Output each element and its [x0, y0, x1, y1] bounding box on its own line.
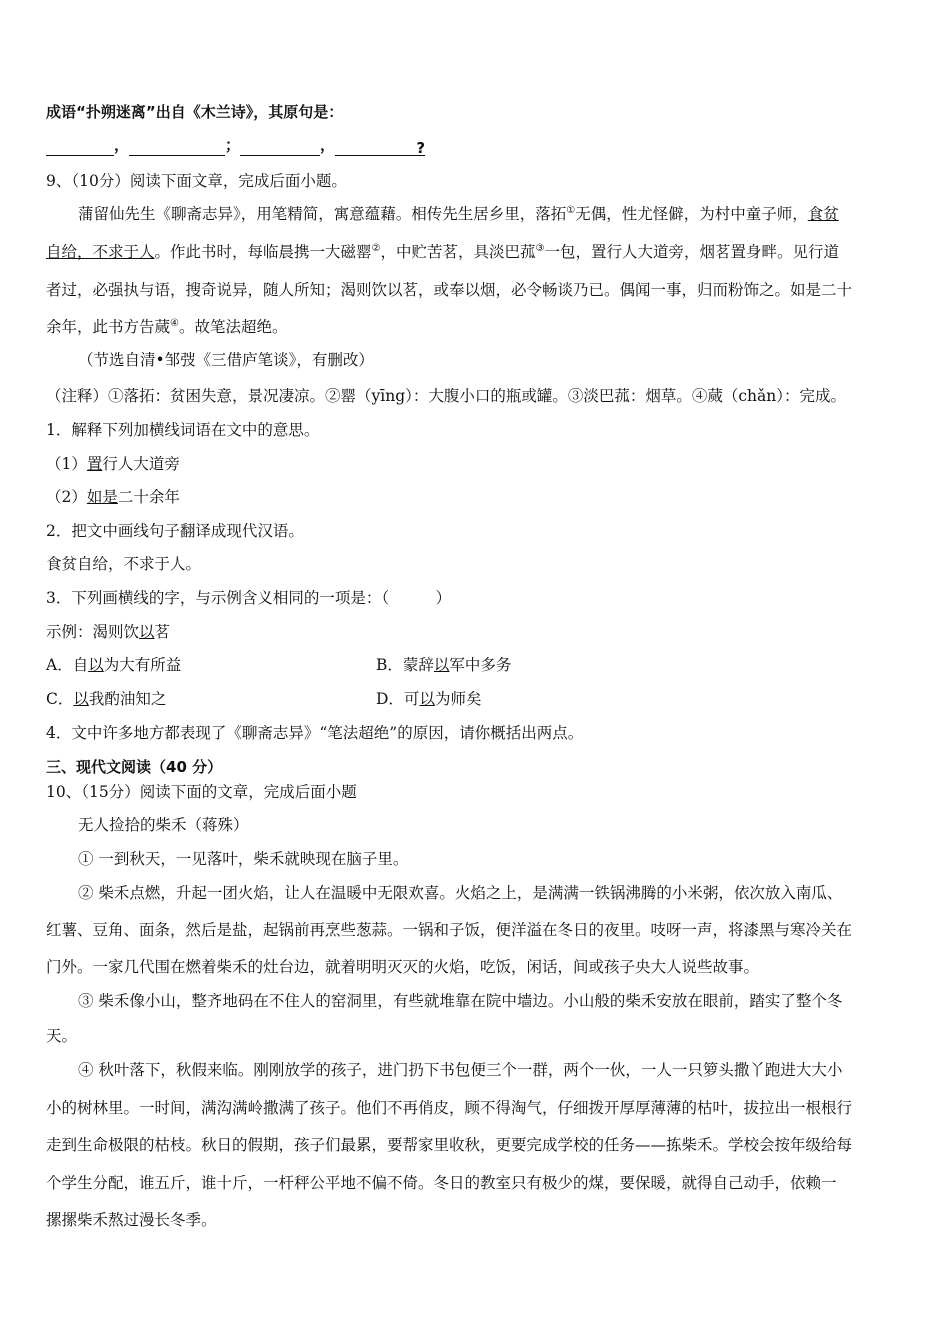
paragraph-4: 个学生分配，谁五斤，谁十斤，一杆秤公平地不偏不倚。冬日的教室只有极少的煤，要保暖，就得自己动手，依赖一	[46, 1174, 837, 1192]
paragraph-3: 天。	[46, 1027, 78, 1045]
section-title: 三、现代文阅读（40 分）	[46, 758, 223, 776]
option-a[interactable]: A．自以为大有所益	[46, 656, 182, 674]
q9-sub2: 2．把文中画线句子翻译成现代汉语。	[46, 522, 304, 540]
paragraph-4: ④ 秋叶落下，秋假来临。刚刚放学的孩子，进门扔下书包便三个一群，两个一伙，一人一只箩头撒丫跑进大大小	[78, 1061, 843, 1079]
q9-example: 示例：渴则饮以茗	[46, 623, 171, 641]
q9-sub1-item: （1）置行人大道旁	[46, 455, 180, 473]
q9-sub1-item: （2）如是二十余年	[46, 488, 180, 506]
paragraph-4: 摞摞柴禾熬过漫长冬季。	[46, 1211, 217, 1229]
q9-sub4: 4．文中许多地方都表现了《聊斋志异》“笔法超绝”的原因，请你概括出两点。	[46, 724, 584, 742]
idiom-answer-blanks: ， ； ， ?	[46, 134, 425, 156]
underlined-sentence: 食贫	[807, 205, 839, 223]
idiom-question: 成语“扑朔迷离”出自《木兰诗》，其原句是：	[46, 103, 344, 121]
q9-sub3: 3．下列画横线的字，与示例含义相同的一项是：（ ）	[46, 589, 452, 607]
q9-header: 9、（10分）阅读下面文章，完成后面小题。	[46, 172, 347, 190]
answer-blank[interactable]: ?	[335, 137, 425, 156]
option-c[interactable]: C．以我酌油知之	[46, 690, 167, 708]
paragraph-3: ③ 柴禾像小山，整齐地码在不住人的窑洞里，有些就堆靠在院中墙边。小山般的柴禾安放在眼前，踏实了整个冬	[78, 992, 843, 1010]
answer-blank[interactable]	[46, 137, 114, 156]
option-d[interactable]: D．可以为师矣	[376, 690, 482, 708]
answer-blank[interactable]	[240, 137, 320, 156]
paragraph-1: ① 一到秋天，一见落叶，柴禾就映现在脑子里。	[78, 850, 409, 868]
options-row	[46, 688, 906, 710]
options-row	[46, 654, 906, 676]
q9-notes: （注释）①落拓：贫困失意，景况凄凉。②罂（yīng）：大腹小口的瓶或罐。③淡巴菰：烟草。④蒇（chǎn）：完成。	[46, 387, 847, 405]
answer-blank[interactable]	[129, 137, 225, 156]
q10-header: 10、（15分）阅读下面的文章，完成后面小题	[46, 783, 357, 801]
option-b[interactable]: B．蒙辞以军中多务	[376, 656, 512, 674]
paragraph-4: 小的树林里。一时间，满沟满岭撒满了孩子。他们不再俏皮，顾不得淘气，仔细拨开厚厚薄薄的枯叶，拔拉出一根根行	[46, 1099, 853, 1117]
paragraph-4: 走到生命极限的枯枝。秋日的假期，孩子们最累，要帮家里收秋，更要完成学校的任务——拣柴禾。学校会按年级给每	[46, 1136, 853, 1154]
q9-sub2-sentence: 食贫自给，不求于人。	[46, 555, 202, 573]
paragraph-2: ② 柴禾点燃，升起一团火焰，让人在温暖中无限欢喜。火焰之上，是满满一铁锅沸腾的小米粥，依次放入南瓜、	[78, 884, 843, 902]
q9-source: （节选自清•邹弢《三借庐笔谈》，有删改）	[78, 351, 374, 369]
q9-passage-line: 余年，此书方告蒇④。故笔法超绝。	[46, 317, 288, 336]
article-title: 无人捡拾的柴禾（蒋殊）	[78, 816, 249, 834]
q9-sub1: 1．解释下列加横线词语在文中的意思。	[46, 421, 320, 439]
q9-passage-line: 蒲留仙先生《聊斋志异》，用笔精简，寓意蕴藉。相传先生居乡里，落拓①无偶，性尤怪僻，为村中童子师，食贫	[78, 204, 839, 223]
q9-passage-line: 者过，必强执与语，搜奇说异，随人所知；渴则饮以茗，或奉以烟，必令畅谈乃已。偶闻一事，归而粉饰之。如是二十	[46, 281, 853, 299]
paragraph-2: 红薯、豆角、面条，然后是盐，起锅前再烹些葱蒜。一锅和子饭，便洋溢在冬日的夜里。吱呀一声，将漆黑与寒冷关在	[46, 921, 853, 939]
underlined-sentence: 自给，不求于人	[46, 243, 155, 261]
q9-passage-line: 自给，不求于人。作此书时，每临晨携一大磁罂②，中贮苦茗，具淡巴菰③一包，置行人大道旁，烟茗置身畔。见行道	[46, 242, 839, 261]
paragraph-2: 门外。一家几代围在燃着柴禾的灶台边，就着明明灭灭的火焰，吃饭，闲话，间或孩子央大人说些故事。	[46, 958, 760, 976]
